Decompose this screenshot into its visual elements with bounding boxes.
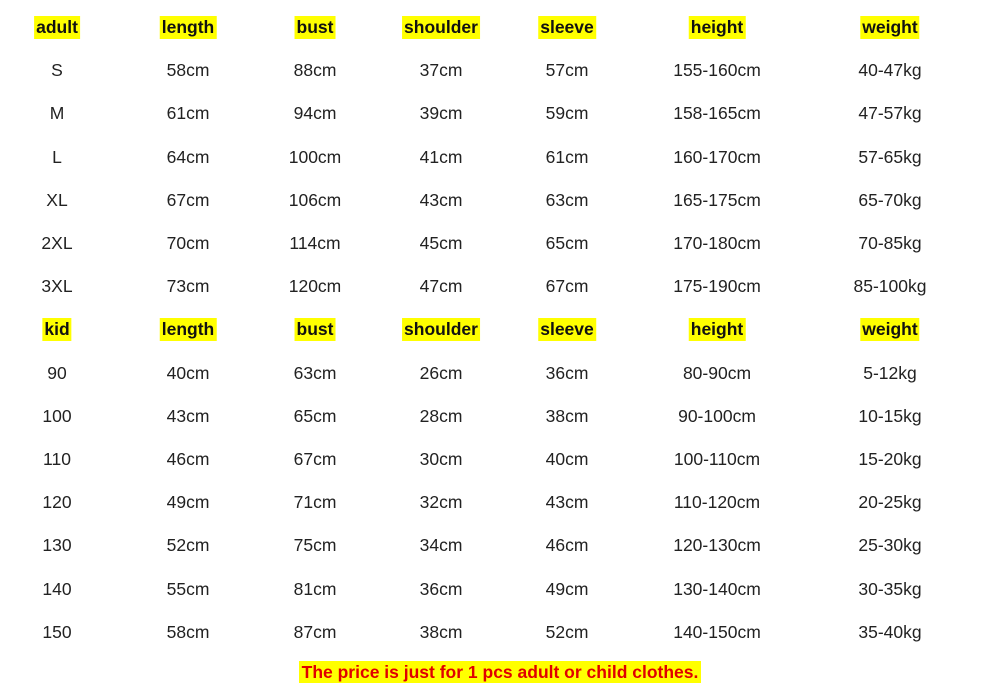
cell-size	[42, 395, 71, 438]
header-bust	[295, 6, 336, 49]
cell-value-bust: 88cm	[293, 60, 337, 81]
cell-value-bust: 87cm	[293, 621, 337, 642]
cell-height	[674, 438, 760, 481]
header-label-weight: weight	[862, 319, 918, 340]
cell-height	[674, 481, 760, 524]
kid-size-row	[0, 481, 1000, 524]
cell-value-bust: 120cm	[288, 276, 342, 297]
cell-value-length: 43cm	[166, 405, 210, 426]
cell-shoulder	[420, 265, 463, 308]
cell-size	[42, 567, 71, 610]
cell-length	[167, 395, 210, 438]
header-bust	[295, 308, 336, 351]
cell-value-bust: 75cm	[293, 535, 337, 556]
cell-weight	[858, 222, 921, 265]
cell-value-sleeve: 61cm	[545, 146, 589, 167]
cell-shoulder	[420, 395, 463, 438]
cell-value-sleeve: 43cm	[545, 492, 589, 513]
adult-size-row	[0, 222, 1000, 265]
header-length	[160, 308, 217, 351]
cell-value-height: 100-110cm	[673, 448, 761, 469]
cell-value-length: 73cm	[166, 276, 210, 297]
cell-weight	[863, 352, 917, 395]
header-label-sleeve: sleeve	[540, 319, 594, 340]
adult-size-row	[0, 179, 1000, 222]
cell-length	[167, 611, 210, 654]
cell-weight	[854, 265, 927, 308]
cell-length	[167, 179, 210, 222]
header-size	[42, 308, 71, 351]
cell-sleeve	[546, 395, 589, 438]
cell-value-bust: 81cm	[293, 578, 337, 599]
cell-bust	[294, 524, 337, 567]
cell-value-length: 58cm	[166, 60, 210, 81]
cell-value-height: 80-90cm	[682, 362, 752, 383]
cell-value-shoulder: 41cm	[419, 146, 463, 167]
header-size	[34, 6, 80, 49]
cell-value-size: 120	[42, 492, 72, 513]
cell-weight	[858, 49, 921, 92]
cell-value-weight: 15-20kg	[858, 448, 922, 469]
cell-value-sleeve: 38cm	[545, 405, 589, 426]
cell-value-height: 120-130cm	[673, 535, 761, 556]
kid-size-row	[0, 611, 1000, 654]
cell-value-weight: 40-47kg	[858, 60, 922, 81]
cell-bust	[294, 438, 337, 481]
cell-value-shoulder: 45cm	[419, 233, 463, 254]
cell-value-height: 160-170cm	[673, 146, 761, 167]
cell-size	[50, 92, 65, 135]
cell-value-shoulder: 38cm	[419, 621, 463, 642]
cell-value-height: 90-100cm	[678, 405, 756, 426]
cell-size	[42, 611, 71, 654]
adult-size-row	[0, 136, 1000, 179]
cell-value-shoulder: 36cm	[419, 578, 463, 599]
header-label-weight: weight	[862, 17, 918, 38]
cell-length	[167, 352, 210, 395]
cell-value-size: 3XL	[41, 276, 73, 297]
cell-size	[51, 49, 63, 92]
cell-value-size: 2XL	[41, 233, 73, 254]
cell-value-sleeve: 63cm	[545, 189, 589, 210]
adult-header-row	[0, 6, 1000, 49]
cell-value-weight: 65-70kg	[858, 189, 922, 210]
cell-value-weight: 47-57kg	[858, 103, 922, 124]
header-label-bust: bust	[296, 319, 334, 340]
cell-size	[46, 179, 67, 222]
cell-value-length: 58cm	[166, 621, 210, 642]
cell-value-shoulder: 32cm	[419, 492, 463, 513]
kid-size-row	[0, 438, 1000, 481]
cell-value-length: 64cm	[166, 146, 210, 167]
cell-size	[52, 136, 62, 179]
price-note-text: The price is just for 1 pcs adult or child clothes.	[299, 661, 702, 683]
cell-shoulder	[420, 438, 463, 481]
cell-value-height: 165-175cm	[673, 189, 761, 210]
header-shoulder	[402, 6, 480, 49]
cell-value-size: 140	[42, 578, 72, 599]
cell-weight	[858, 395, 921, 438]
kid-size-row	[0, 352, 1000, 395]
cell-height	[673, 567, 761, 610]
cell-value-sleeve: 57cm	[545, 60, 589, 81]
cell-value-weight: 57-65kg	[858, 146, 922, 167]
cell-value-sleeve: 67cm	[545, 276, 589, 297]
cell-height	[673, 611, 761, 654]
cell-weight	[858, 92, 921, 135]
cell-value-weight: 85-100kg	[853, 276, 927, 297]
cell-shoulder	[420, 611, 463, 654]
cell-value-weight: 25-30kg	[858, 535, 922, 556]
cell-value-sleeve: 40cm	[545, 448, 589, 469]
adult-size-row	[0, 49, 1000, 92]
cell-value-size: S	[51, 60, 63, 81]
price-note	[0, 662, 1000, 683]
cell-sleeve	[546, 352, 589, 395]
cell-height	[673, 92, 761, 135]
cell-value-length: 61cm	[166, 103, 210, 124]
header-label-length: length	[161, 17, 215, 38]
cell-length	[167, 265, 210, 308]
cell-value-size: XL	[46, 189, 68, 210]
cell-value-length: 67cm	[166, 189, 210, 210]
cell-value-bust: 94cm	[293, 103, 337, 124]
cell-length	[167, 136, 210, 179]
cell-length	[167, 567, 210, 610]
header-weight	[860, 6, 919, 49]
cell-value-shoulder: 37cm	[419, 60, 463, 81]
adult-size-row	[0, 265, 1000, 308]
cell-value-height: 170-180cm	[673, 233, 761, 254]
cell-value-length: 55cm	[166, 578, 210, 599]
cell-weight	[858, 567, 921, 610]
cell-value-bust: 100cm	[288, 146, 342, 167]
cell-value-shoulder: 28cm	[419, 405, 463, 426]
kid-size-row	[0, 567, 1000, 610]
header-label-length: length	[161, 319, 215, 340]
cell-size	[41, 222, 72, 265]
cell-value-sleeve: 52cm	[545, 621, 589, 642]
cell-shoulder	[420, 567, 463, 610]
cell-weight	[858, 179, 921, 222]
cell-sleeve	[546, 179, 589, 222]
cell-length	[167, 481, 210, 524]
cell-value-height: 130-140cm	[673, 578, 761, 599]
header-label-size: adult	[36, 17, 78, 38]
header-label-shoulder: shoulder	[404, 319, 478, 340]
cell-weight	[858, 481, 921, 524]
cell-size	[42, 524, 71, 567]
cell-weight	[858, 136, 921, 179]
cell-size	[47, 352, 66, 395]
cell-value-shoulder: 26cm	[419, 362, 463, 383]
cell-bust	[289, 179, 342, 222]
cell-shoulder	[420, 179, 463, 222]
cell-value-weight: 35-40kg	[858, 621, 922, 642]
cell-sleeve	[546, 438, 589, 481]
cell-sleeve	[546, 136, 589, 179]
cell-value-length: 40cm	[166, 362, 210, 383]
cell-size	[43, 438, 71, 481]
cell-height	[673, 136, 761, 179]
adult-size-row	[0, 92, 1000, 135]
cell-sleeve	[546, 481, 589, 524]
header-label-bust: bust	[296, 17, 334, 38]
cell-value-weight: 20-25kg	[858, 492, 922, 513]
cell-bust	[294, 92, 337, 135]
header-label-height: height	[690, 17, 744, 38]
header-length	[160, 6, 217, 49]
kid-size-row	[0, 395, 1000, 438]
cell-value-size: M	[49, 103, 65, 124]
header-weight	[860, 308, 919, 351]
header-label-shoulder: shoulder	[404, 17, 478, 38]
header-height	[689, 308, 746, 351]
cell-value-bust: 65cm	[293, 405, 337, 426]
cell-value-size: 150	[42, 621, 72, 642]
cell-shoulder	[420, 481, 463, 524]
cell-value-bust: 63cm	[293, 362, 337, 383]
cell-height	[673, 524, 761, 567]
kid-size-row	[0, 524, 1000, 567]
kid-header-row	[0, 308, 1000, 351]
cell-sleeve	[546, 49, 589, 92]
cell-shoulder	[420, 49, 463, 92]
cell-shoulder	[420, 222, 463, 265]
cell-sleeve	[546, 524, 589, 567]
cell-value-sleeve: 59cm	[545, 103, 589, 124]
cell-value-bust: 71cm	[293, 492, 337, 513]
cell-value-length: 46cm	[166, 448, 210, 469]
cell-value-sleeve: 49cm	[545, 578, 589, 599]
cell-value-height: 175-190cm	[673, 276, 761, 297]
cell-value-weight: 5-12kg	[863, 362, 917, 383]
cell-weight	[858, 524, 921, 567]
cell-sleeve	[546, 222, 589, 265]
cell-value-size: 130	[42, 535, 72, 556]
cell-bust	[294, 352, 337, 395]
cell-value-size: 90	[47, 362, 67, 383]
cell-bust	[294, 611, 337, 654]
cell-length	[167, 524, 210, 567]
header-sleeve	[538, 6, 596, 49]
cell-height	[673, 265, 761, 308]
cell-value-shoulder: 34cm	[419, 535, 463, 556]
cell-shoulder	[420, 352, 463, 395]
cell-value-size: L	[52, 146, 62, 167]
cell-shoulder	[420, 92, 463, 135]
cell-height	[673, 49, 761, 92]
cell-value-shoulder: 30cm	[419, 448, 463, 469]
cell-length	[167, 222, 210, 265]
cell-sleeve	[546, 265, 589, 308]
cell-bust	[289, 222, 340, 265]
header-shoulder	[402, 308, 480, 351]
cell-value-height: 155-160cm	[673, 60, 761, 81]
cell-value-bust: 106cm	[288, 189, 342, 210]
cell-bust	[294, 481, 337, 524]
cell-value-shoulder: 43cm	[419, 189, 463, 210]
header-label-size: kid	[44, 319, 70, 340]
cell-length	[167, 92, 210, 135]
cell-sleeve	[546, 92, 589, 135]
cell-value-bust: 67cm	[293, 448, 337, 469]
cell-value-size: 110	[43, 448, 71, 469]
cell-length	[167, 438, 210, 481]
cell-shoulder	[420, 524, 463, 567]
cell-height	[673, 179, 761, 222]
header-sleeve	[538, 308, 596, 351]
cell-shoulder	[420, 136, 463, 179]
cell-value-size: 100	[42, 405, 72, 426]
cell-value-length: 70cm	[166, 233, 210, 254]
header-height	[689, 6, 746, 49]
cell-size	[41, 265, 72, 308]
cell-value-height: 140-150cm	[673, 621, 761, 642]
cell-size	[42, 481, 71, 524]
cell-height	[678, 395, 756, 438]
size-chart	[0, 6, 1000, 654]
cell-value-bust: 114cm	[289, 233, 341, 254]
header-label-sleeve: sleeve	[540, 17, 594, 38]
cell-sleeve	[546, 567, 589, 610]
cell-value-weight: 70-85kg	[858, 233, 922, 254]
header-label-height: height	[690, 319, 744, 340]
cell-sleeve	[546, 611, 589, 654]
cell-weight	[858, 611, 921, 654]
cell-value-sleeve: 65cm	[545, 233, 589, 254]
cell-value-weight: 10-15kg	[858, 405, 922, 426]
cell-bust	[294, 395, 337, 438]
cell-value-length: 49cm	[166, 492, 210, 513]
cell-height	[673, 222, 761, 265]
cell-bust	[289, 265, 342, 308]
cell-value-length: 52cm	[166, 535, 210, 556]
cell-value-shoulder: 47cm	[419, 276, 463, 297]
cell-value-height: 110-120cm	[673, 492, 761, 513]
cell-bust	[289, 136, 342, 179]
cell-value-height: 158-165cm	[673, 103, 761, 124]
cell-value-sleeve: 36cm	[545, 362, 589, 383]
cell-value-shoulder: 39cm	[419, 103, 463, 124]
cell-length	[167, 49, 210, 92]
cell-value-sleeve: 46cm	[545, 535, 589, 556]
cell-height	[683, 352, 751, 395]
cell-bust	[294, 49, 337, 92]
cell-weight	[858, 438, 921, 481]
cell-bust	[294, 567, 337, 610]
cell-value-weight: 30-35kg	[858, 578, 922, 599]
